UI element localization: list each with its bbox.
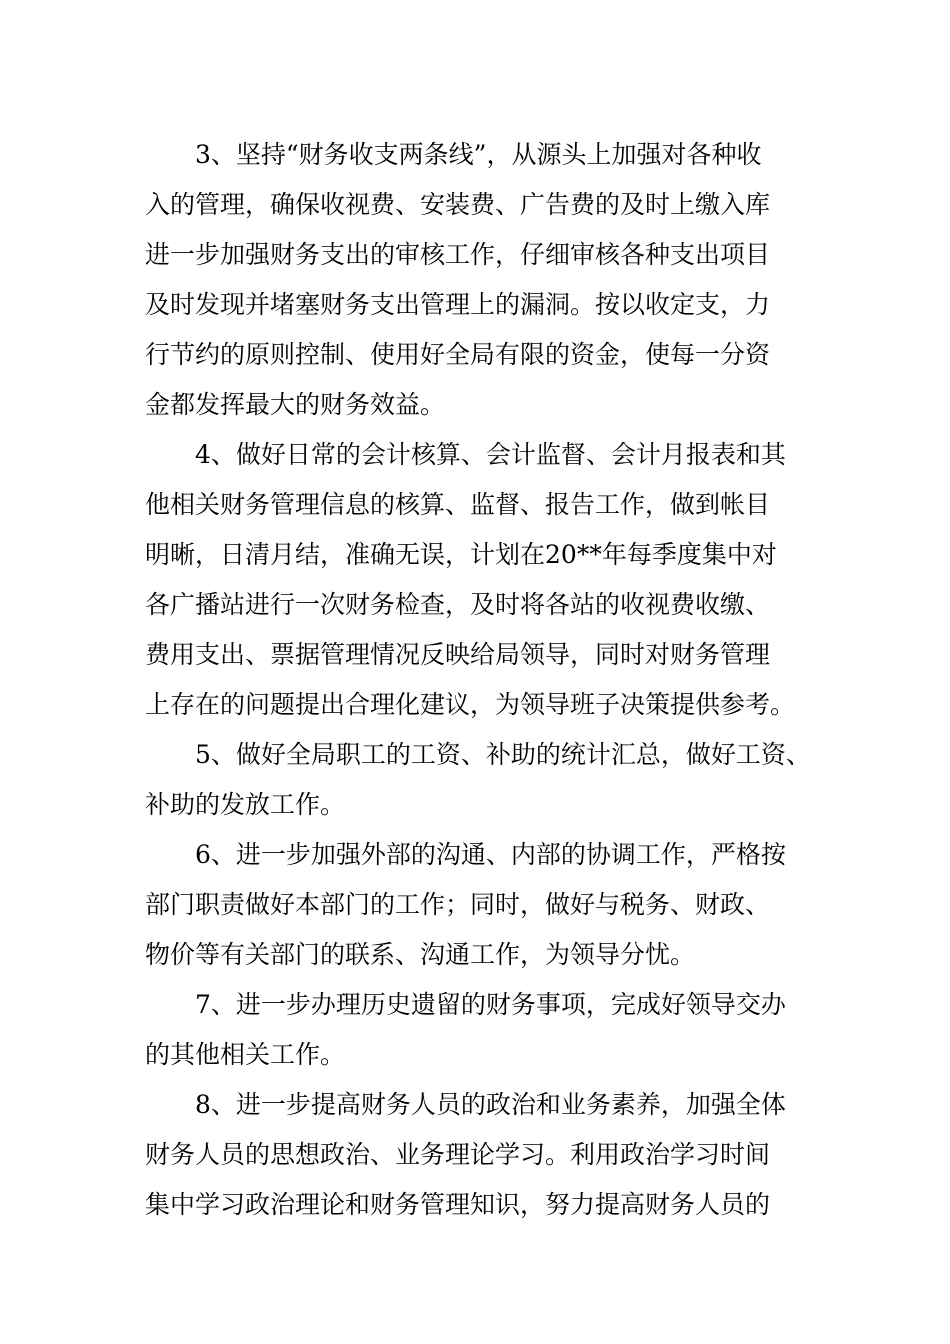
text-line: 金都发挥最大的财务效益。 xyxy=(145,390,446,419)
text-line: 财务人员的思想政治、业务理论学习。利用政治学习时间 xyxy=(145,1140,771,1169)
text-line: 入的管理，确保收视费、安装费、广告费的及时上缴入库 xyxy=(145,190,771,219)
text-line: 明晰，日清月结，准确无误，计划在20**年每季度集中对 xyxy=(145,540,777,569)
text-line: 4、做好日常的会计核算、会计监督、会计月报表和其 xyxy=(195,440,786,469)
text-line: 集中学习政治理论和财务管理知识，努力提高财务人员的 xyxy=(145,1190,771,1219)
text-line: 部门职责做好本部门的工作；同时，做好与税务、财政、 xyxy=(145,890,771,919)
text-line: 的其他相关工作。 xyxy=(145,1040,346,1069)
paragraph-4 xyxy=(145,430,835,730)
text-line: 8、进一步提高财务人员的政治和业务素养，加强全体 xyxy=(195,1090,786,1119)
text-line: 补助的发放工作。 xyxy=(145,790,346,819)
paragraph-6 xyxy=(145,830,835,980)
text-line: 物价等有关部门的联系、沟通工作，为领导分忧。 xyxy=(145,940,696,969)
text-line: 行节约的原则控制、使用好全局有限的资金，使每一分资 xyxy=(145,340,771,369)
text-line: 7、进一步办理历史遗留的财务事项，完成好领导交办 xyxy=(195,990,786,1019)
text-line: 6、进一步加强外部的沟通、内部的协调工作，严格按 xyxy=(195,840,786,869)
paragraph-3 xyxy=(145,130,835,430)
text-line: 5、做好全局职工的工资、补助的统计汇总，做好工资、 xyxy=(195,740,811,769)
text-line: 他相关财务管理信息的核算、监督、报告工作，做到帐目 xyxy=(145,490,771,519)
text-line: 进一步加强财务支出的审核工作，仔细审核各种支出项目 xyxy=(145,240,771,269)
document-body xyxy=(145,130,835,1230)
text-line: 各广播站进行一次财务检查，及时将各站的收视费收缴、 xyxy=(145,590,771,619)
text-line: 及时发现并堵塞财务支出管理上的漏洞。按以收定支，力 xyxy=(145,290,771,319)
text-line: 3、坚持“财务收支两条线”，从源头上加强对各种收 xyxy=(195,140,762,169)
text-line: 费用支出、票据管理情况反映给局领导，同时对财务管理 xyxy=(145,640,771,669)
paragraph-5 xyxy=(145,730,835,830)
paragraph-7 xyxy=(145,980,835,1080)
text-line: 上存在的问题提出合理化建议，为领导班子决策提供参考。 xyxy=(145,690,796,719)
paragraph-8 xyxy=(145,1080,835,1230)
